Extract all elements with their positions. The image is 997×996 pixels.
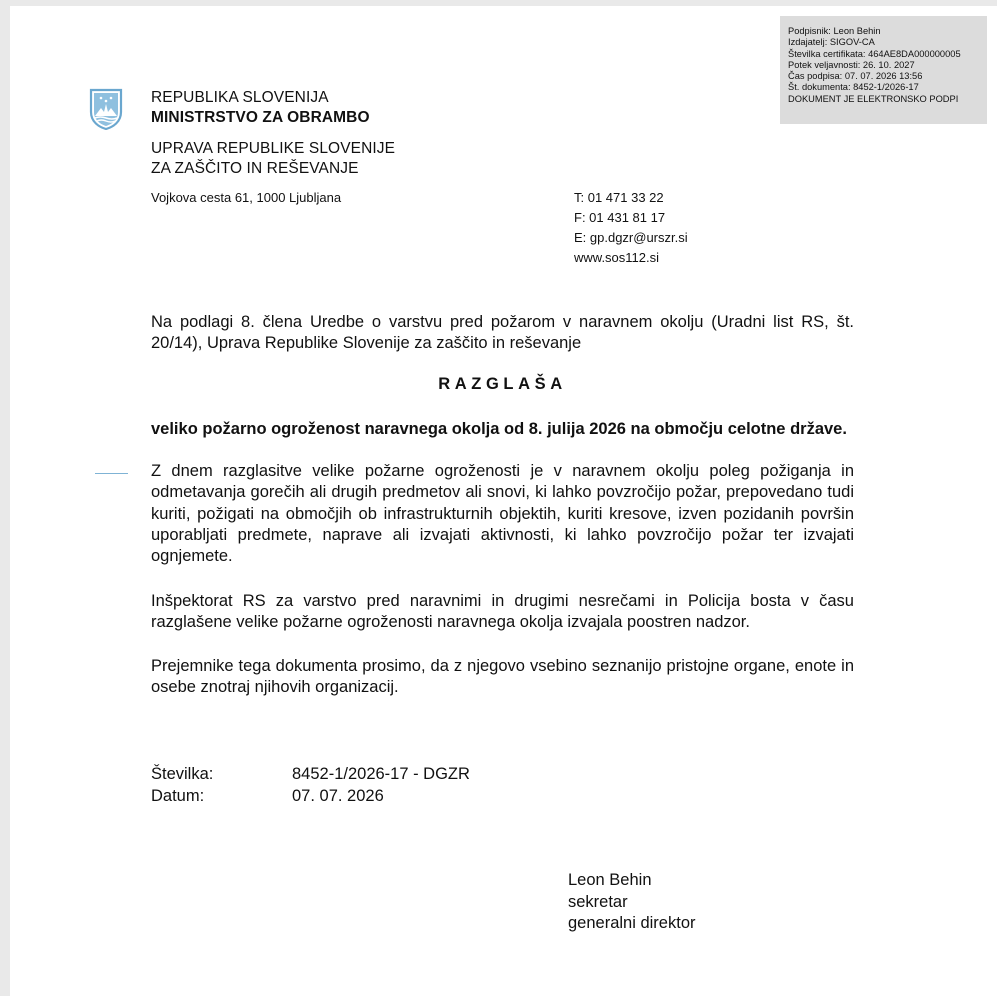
intro-paragraph: Na podlagi 8. člena Uredbe o varstvu pred požarom v naravnem okolju (Uradni list RS, št. 20/14), Uprava Republike Slovenije za zaščito in reševanje — [151, 313, 854, 353]
signatory-role: sekretar — [568, 892, 628, 911]
signatory-block — [568, 870, 696, 935]
signature-box-line: Številka certifikata: 464AE8DA000000005 — [788, 48, 961, 59]
signatory-role: generalni direktor — [568, 914, 696, 932]
address: Vojkova cesta 61, 1000 Ljubljana — [151, 190, 342, 205]
signatory-name: Leon Behin — [568, 871, 652, 889]
document-title: RAZGLAŠA — [438, 375, 567, 393]
paragraph-recipients: Prejemnike tega dokumenta prosimo, da z njegovo vsebino seznanijo pristojne organe, enote in osebe znotraj njihovih organizacij. — [151, 657, 854, 697]
coat-of-arms-icon — [89, 88, 123, 130]
paragraph-inspection: Inšpektorat RS za varstvo pred naravnimi in drugimi nesrečami in Policija bosta v času razglašene velike požarne ogroženosti naravnega okolja izvajala poostren nadzor. — [151, 592, 854, 632]
electronic-signature-box — [780, 16, 987, 124]
header-line-1: REPUBLIKA SLOVENIJA — [151, 89, 329, 106]
contact-phone: T: 01 471 33 22 — [574, 190, 664, 205]
paragraph-prohibitions: Z dnem razglasitve velike požarne ogroženosti je v naravnem okolju poleg požiganja in odmetavanja gorečih ali drugih predmetov ali snovi, ki lahko povzročijo požar, prepovedano tudi kuriti, požigati na območjih ob infrastrukturnih objektih, kuriti kresove, izven pozidanih površin uporabljati predmete, naprave ali izvajati aktivnosti, ki lahko povzročijo požar ter izvajati ognjemete. — [151, 462, 854, 566]
signature-box-line: Št. dokumenta: 8452-1/2026-17 — [788, 82, 919, 93]
date-label: Datum: — [151, 787, 205, 805]
contact-email: E: gp.dgzr@urszr.si — [574, 230, 688, 245]
contact-fax: F: 01 431 81 17 — [574, 210, 666, 225]
contact-block — [574, 188, 688, 268]
number-value: 8452-1/2026-17 - DGZR — [292, 765, 470, 783]
signature-box-line: Potek veljavnosti: 26. 10. 2027 — [788, 59, 915, 70]
signature-box-line: Čas podpisa: 07. 07. 2026 13:56 — [788, 71, 923, 82]
document-subtitle: veliko požarno ogroženost naravnega okolja od 8. julija 2026 na območju celotne države. — [151, 420, 847, 438]
margin-rule — [95, 473, 128, 474]
number-label: Številka: — [151, 765, 214, 783]
signature-box-line: DOKUMENT JE ELEKTRONSKO PODPI — [788, 93, 959, 104]
signature-box-line: Podpisnik: Leon Behin — [788, 26, 881, 36]
header-line-3: UPRAVA REPUBLIKE SLOVENIJE — [151, 140, 396, 157]
contact-website: www.sos112.si — [574, 250, 660, 265]
signature-box-line: Izdajatelj: SIGOV-CA — [788, 37, 875, 48]
document-page — [10, 6, 997, 996]
date-value: 07. 07. 2026 — [292, 787, 384, 805]
header-line-4: ZA ZAŠČITO IN REŠEVANJE — [151, 160, 359, 177]
header-line-2: MINISTRSTVO ZA OBRAMBO — [151, 109, 370, 126]
